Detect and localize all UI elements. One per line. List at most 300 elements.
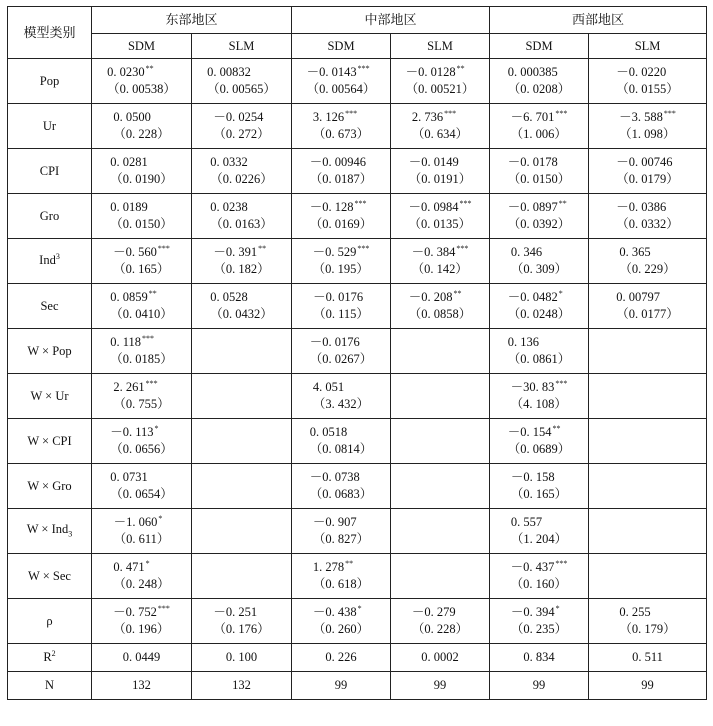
coefficient-line: [511, 109, 568, 126]
table-row: [8, 239, 707, 284]
coefficient-line: [406, 64, 475, 81]
coefficient: 0. 118: [110, 335, 142, 350]
coefficient-line: [313, 244, 370, 261]
coefficient-line: [616, 199, 679, 216]
empty-cell: [589, 509, 707, 554]
coefficient: －0. 0176: [313, 290, 364, 305]
coefficient: 0. 0238: [210, 200, 248, 215]
coefficient: －0. 0143: [306, 65, 357, 80]
coefficient-line: [523, 649, 554, 666]
row-label: [8, 149, 92, 194]
cell-content: [310, 334, 373, 368]
table-row: [8, 284, 707, 329]
cell-content: [616, 199, 679, 233]
coefficient: 0. 0528: [210, 290, 248, 305]
table-cell: [192, 672, 292, 700]
coefficient: 0. 0230: [107, 65, 145, 80]
significance-stars: **: [453, 289, 462, 299]
table-cell: [589, 599, 707, 644]
coefficient: 132: [132, 678, 151, 693]
cell-content: [508, 199, 571, 233]
cell-content: [412, 604, 468, 638]
table-cell: [490, 149, 589, 194]
coefficient-line: [232, 677, 251, 694]
standard-error: （0. 00564）: [306, 82, 376, 97]
empty-cell: [192, 509, 292, 554]
table-row: [8, 464, 707, 509]
coefficient: 0. 0518: [309, 425, 348, 440]
table-cell: [490, 284, 589, 329]
significance-stars: *: [558, 289, 563, 299]
standard-error: （0. 160）: [510, 577, 567, 592]
cell-content: [213, 244, 269, 278]
coefficient: 0. 136: [507, 335, 540, 350]
cell-content: [616, 64, 679, 98]
significance-stars: *: [357, 604, 362, 614]
row-label-sup: 3: [55, 252, 60, 262]
standard-error: （0. 0190）: [110, 172, 173, 186]
coefficient: －0. 560: [113, 245, 157, 260]
standard-error: （0. 0654）: [110, 487, 173, 501]
coefficient-line: [616, 289, 679, 306]
significance-stars: ***: [456, 244, 469, 254]
table-cell: [490, 509, 589, 554]
row-label: [8, 599, 92, 644]
standard-error: （0. 0135）: [408, 217, 472, 232]
cell-content: [113, 604, 170, 638]
table-cell: [192, 599, 292, 644]
significance-stars: ***: [145, 379, 158, 389]
table-cell: [292, 419, 391, 464]
coefficient-line: [313, 289, 369, 306]
row-label-text: ρ: [46, 613, 53, 628]
coefficient-line: [508, 424, 571, 441]
coefficient-line: [313, 514, 369, 531]
coefficient: 0. 471: [113, 560, 145, 575]
table-cell: [92, 59, 192, 104]
table-cell: [391, 672, 490, 700]
significance-stars: **: [145, 64, 154, 74]
cell-content: [107, 64, 176, 98]
coefficient: 0. 557: [510, 515, 543, 530]
significance-stars: ***: [459, 199, 472, 209]
standard-error: （0. 195）: [312, 262, 369, 277]
standard-error: （0. 00565）: [207, 82, 276, 96]
cell-content: [310, 154, 373, 188]
significance-stars: ***: [555, 559, 568, 569]
cell-content: [511, 379, 568, 413]
coefficient: －0. 394: [510, 605, 555, 620]
cell-content: [307, 64, 376, 98]
coefficient: －0. 279: [411, 605, 456, 620]
cell-content: [313, 559, 369, 593]
header-slm: SLM: [192, 34, 292, 59]
header-region-east: 东部地区: [92, 7, 292, 34]
coefficient-line: [110, 334, 173, 351]
coefficient: 99: [433, 678, 447, 693]
cell-content: [213, 109, 269, 143]
coefficient: 0. 0449: [122, 650, 161, 665]
coefficient: －0. 384: [411, 245, 456, 260]
coefficient-line: [110, 424, 173, 441]
table-cell: [490, 672, 589, 700]
standard-error: （0. 00521）: [405, 82, 475, 97]
table-cell: [292, 329, 391, 374]
table-row: [8, 104, 707, 149]
row-label: [8, 554, 92, 599]
cell-content: [632, 649, 663, 666]
coefficient: 0. 0281: [110, 155, 148, 170]
row-label-text: Pop: [39, 73, 60, 88]
coefficient: －0. 0178: [507, 155, 558, 170]
row-label-sub: 3: [68, 529, 73, 539]
row-label-text: W × Ind: [26, 522, 69, 537]
significance-stars: ***: [157, 244, 170, 254]
table-cell: [391, 239, 490, 284]
table-cell: [92, 599, 192, 644]
table-cell: [490, 374, 589, 419]
coefficient-line: [310, 334, 373, 351]
coefficient-line: [110, 469, 173, 486]
coefficient-line: [210, 289, 273, 306]
cell-content: [310, 199, 373, 233]
coefficient-line: [313, 379, 369, 396]
cell-content: [619, 244, 675, 278]
coefficient: 0. 365: [619, 245, 651, 260]
row-label-text: Ind: [39, 253, 56, 268]
cell-content: [310, 424, 373, 458]
table-row: [8, 374, 707, 419]
empty-cell: [589, 329, 707, 374]
table-cell: [589, 644, 707, 672]
standard-error: （3. 432）: [312, 397, 370, 411]
table-cell: [192, 239, 292, 284]
table-cell: [92, 554, 192, 599]
row-label-text: W × Sec: [28, 568, 71, 583]
coefficient-line: [508, 64, 571, 81]
standard-error: （0. 0332）: [616, 217, 679, 231]
significance-stars: **: [345, 559, 354, 569]
standard-error: （0. 309）: [510, 262, 568, 276]
cell-content: [511, 469, 567, 503]
row-label-text: W × CPI: [27, 433, 72, 448]
coefficient: 2. 261: [113, 380, 145, 395]
standard-error: （0. 0150）: [110, 217, 173, 231]
table-cell: [490, 554, 589, 599]
cell-content: [114, 514, 170, 548]
coefficient-line: [619, 109, 676, 126]
coefficient: －6. 701: [510, 110, 555, 125]
table-cell: [391, 599, 490, 644]
header-region-west: 西部地区: [490, 7, 707, 34]
cell-content: [421, 649, 459, 666]
coefficient: 0. 0859: [110, 290, 148, 305]
coefficient-line: [511, 244, 567, 261]
table-cell: [92, 464, 192, 509]
standard-error: （0. 228）: [113, 127, 170, 141]
standard-error: （0. 0683）: [309, 487, 373, 501]
table-cell: [391, 104, 490, 149]
row-label-text: W × Ur: [30, 388, 69, 403]
table-cell: [589, 194, 707, 239]
empty-cell: [192, 464, 292, 509]
coefficient-line: [226, 649, 257, 666]
coefficient: －0. 00946: [309, 155, 367, 170]
standard-error: （0. 196）: [113, 622, 170, 637]
table-cell: [490, 329, 589, 374]
cell-content: [619, 109, 676, 143]
coefficient: －0. 0176: [309, 335, 360, 350]
coefficient-line: [114, 514, 170, 531]
significance-stars: **: [558, 199, 567, 209]
table-cell: [192, 644, 292, 672]
standard-error: （0. 165）: [113, 262, 170, 277]
coefficient: －0. 128: [309, 200, 354, 215]
coefficient-line: [335, 677, 348, 694]
coefficient-line: [107, 64, 176, 81]
standard-error: （0. 0177）: [616, 307, 679, 321]
significance-stars: **: [552, 424, 561, 434]
cell-content: [511, 244, 567, 278]
coefficient: －0. 0738: [309, 470, 360, 485]
cell-content: [213, 604, 269, 638]
coefficient: 0. 100: [225, 650, 258, 665]
significance-stars: ***: [555, 379, 568, 389]
coefficient-line: [310, 469, 373, 486]
empty-cell: [192, 554, 292, 599]
cell-content: [123, 649, 161, 666]
coefficient-line: [123, 649, 161, 666]
empty-cell: [391, 554, 490, 599]
table-cell: [589, 672, 707, 700]
coefficient-line: [313, 559, 369, 576]
table-cell: [292, 149, 391, 194]
cell-content: [508, 424, 571, 458]
empty-cell: [391, 464, 490, 509]
coefficient: 3. 126: [312, 110, 345, 125]
coefficient: －0. 0220: [616, 65, 667, 80]
table-cell: [292, 464, 391, 509]
coefficient-line: [325, 649, 356, 666]
empty-cell: [391, 419, 490, 464]
coefficient: －0. 00746: [616, 155, 673, 170]
standard-error: （0. 165）: [510, 487, 568, 501]
cell-content: [210, 154, 273, 188]
coefficient: －0. 391: [213, 245, 258, 260]
row-label: [8, 329, 92, 374]
cell-content: [508, 154, 571, 188]
coefficient-line: [213, 244, 269, 261]
cell-content: [313, 109, 369, 143]
empty-cell: [391, 329, 490, 374]
cell-content: [313, 514, 369, 548]
coefficient: 0. 346: [510, 245, 543, 260]
coefficient: 2. 736: [411, 110, 444, 125]
cell-content: [113, 379, 169, 413]
table-cell: [292, 104, 391, 149]
cell-content: [310, 469, 373, 503]
row-label-text: W × Pop: [27, 343, 72, 358]
table-cell: [589, 239, 707, 284]
coefficient-line: [110, 154, 173, 171]
coefficient-line: [113, 109, 169, 126]
standard-error: （0. 634）: [411, 127, 469, 142]
cell-content: [110, 424, 173, 458]
table-cell: [92, 329, 192, 374]
table-cell: [490, 464, 589, 509]
significance-stars: ***: [345, 109, 358, 119]
coefficient-line: [132, 677, 151, 694]
table-row: [8, 149, 707, 194]
coefficient-line: [508, 334, 571, 351]
standard-error: （0. 0191）: [408, 172, 472, 186]
cell-content: [313, 244, 370, 278]
cell-content: [412, 244, 469, 278]
significance-stars: ***: [663, 109, 676, 119]
table-cell: [192, 194, 292, 239]
header-slm: SLM: [589, 34, 707, 59]
table-row: [8, 419, 707, 464]
cell-content: [132, 677, 151, 694]
coefficient: －0. 154: [507, 425, 552, 440]
standard-error: （0. 0187）: [309, 172, 373, 186]
cell-content: [110, 289, 173, 323]
table-cell: [192, 104, 292, 149]
regression-table: [7, 6, 707, 700]
coefficient: 0. 0002: [421, 650, 459, 665]
standard-error: （0. 0410）: [110, 307, 173, 322]
coefficient: 0. 0332: [210, 155, 248, 170]
standard-error: （0. 142）: [411, 262, 468, 277]
table-cell: [391, 194, 490, 239]
significance-stars: ***: [444, 109, 457, 119]
standard-error: （0. 0814）: [309, 442, 373, 456]
row-label-text: Ur: [42, 118, 57, 133]
empty-cell: [589, 554, 707, 599]
header-region-central: 中部地区: [292, 7, 490, 34]
table-row: [8, 194, 707, 239]
coefficient-line: [412, 109, 468, 126]
header-slm: SLM: [391, 34, 490, 59]
empty-cell: [589, 374, 707, 419]
row-label-text: Gro: [39, 208, 60, 223]
coefficient-line: [619, 604, 675, 621]
table-cell: [92, 194, 192, 239]
coefficient: 99: [641, 678, 654, 693]
cell-content: [313, 289, 369, 323]
coefficient-line: [113, 559, 169, 576]
coefficient: 0. 511: [632, 650, 663, 665]
table-cell: [589, 104, 707, 149]
coefficient: －0. 251: [213, 605, 258, 620]
standard-error: （0. 0226）: [210, 172, 273, 186]
row-label: [8, 419, 92, 464]
table-cell: [292, 239, 391, 284]
table-cell: [192, 59, 292, 104]
coefficient-line: [110, 289, 173, 306]
coefficient-line: [213, 109, 269, 126]
significance-stars: *: [154, 424, 159, 434]
table-cell: [490, 104, 589, 149]
table-cell: [92, 284, 192, 329]
cell-content: [207, 64, 276, 98]
standard-error: （0. 0185）: [110, 352, 173, 367]
standard-error: （0. 260）: [312, 622, 370, 637]
significance-stars: ***: [555, 109, 568, 119]
cell-content: [511, 604, 567, 638]
coefficient-line: [113, 244, 170, 261]
cell-content: [110, 334, 173, 368]
table-cell: [92, 104, 192, 149]
significance-stars: **: [148, 289, 157, 299]
table-row: [8, 509, 707, 554]
standard-error: （0. 0392）: [507, 217, 571, 232]
coefficient-line: [310, 424, 373, 441]
coefficient: －0. 0482: [507, 290, 558, 305]
standard-error: （0. 0858）: [408, 307, 472, 322]
standard-error: （0. 272）: [213, 127, 270, 141]
significance-stars: ***: [354, 199, 367, 209]
coefficient: －0. 158: [510, 470, 555, 485]
standard-error: （0. 115）: [313, 307, 369, 321]
coefficient-line: [213, 604, 269, 621]
coefficient: 0. 255: [619, 605, 651, 620]
row-label-text: R: [43, 650, 52, 665]
cell-content: [110, 154, 173, 188]
cell-content: [523, 649, 554, 666]
table-cell: [490, 644, 589, 672]
header-sdm: SDM: [92, 34, 192, 59]
standard-error: （1. 098）: [619, 127, 676, 142]
standard-error: （0. 0432）: [210, 307, 273, 321]
cell-content: [210, 289, 273, 323]
cell-content: [313, 604, 369, 638]
table-cell: [490, 419, 589, 464]
coefficient: 1. 278: [312, 560, 345, 575]
coefficient-line: [434, 677, 447, 694]
coefficient: 0. 0731: [110, 470, 148, 485]
coefficient-line: [412, 604, 468, 621]
standard-error: （0. 611）: [113, 532, 170, 547]
header-sdm: SDM: [490, 34, 589, 59]
cell-content: [434, 677, 447, 694]
row-label-text: CPI: [39, 163, 60, 178]
row-label-text: Sec: [40, 298, 59, 313]
coefficient-line: [313, 604, 369, 621]
coefficient-line: [511, 469, 567, 486]
table-cell: [292, 554, 391, 599]
table-cell: [589, 149, 707, 194]
table-cell: [391, 149, 490, 194]
cell-content: [335, 677, 348, 694]
standard-error: （0. 248）: [113, 577, 170, 592]
cell-content: [113, 244, 170, 278]
cell-content: [232, 677, 251, 694]
table-cell: [292, 644, 391, 672]
cell-content: [113, 559, 169, 593]
row-label: [8, 284, 92, 329]
coefficient: －0. 208: [408, 290, 453, 305]
cell-content: [508, 64, 571, 98]
coefficient-line: [511, 604, 567, 621]
standard-error: （0. 229）: [619, 262, 676, 276]
table-cell: [92, 419, 192, 464]
empty-cell: [589, 464, 707, 509]
table-body: [8, 59, 707, 700]
cell-content: [210, 199, 273, 233]
coefficient-line: [511, 559, 568, 576]
cell-content: [409, 199, 472, 233]
